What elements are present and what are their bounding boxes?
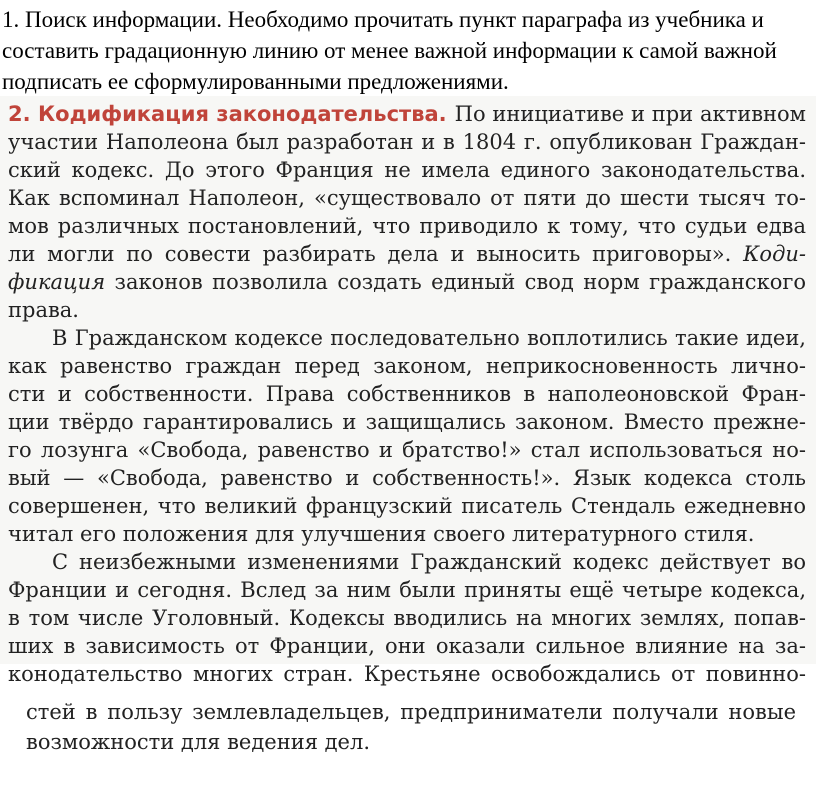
- textbook-line: конодательство многих стран. Крестьяне освобождались от повинно-: [8, 662, 806, 686]
- textbook-line: [8, 240, 806, 268]
- textbook-line: права.: [8, 298, 79, 322]
- textbook-line-text: По инициативе и при активном: [454, 102, 806, 126]
- textbook-line: Франции и сегодня. Вслед за ним были приняты ещё четыре кодекса,: [8, 578, 806, 602]
- task-line: подписать ее сформулированными предложениями.: [2, 69, 509, 94]
- textbook-line: совершенен, что великий французский писатель Стендаль ежедневно: [8, 494, 806, 518]
- textbook-line: ский кодекс. До этого Франция не имела единого законодательства.: [8, 158, 806, 182]
- textbook-line: В Гражданском кодексе последовательно воплотились такие идеи,: [52, 326, 806, 350]
- textbook-line-text: законов позволила создать единый свод норм гражданского: [114, 270, 806, 294]
- textbook-line: ции твёрдо гарантировались и защищались законом. Вместо прежне-: [8, 410, 806, 434]
- textbook-line: стей в пользу землевладельцев, предприниматели получали новые: [26, 700, 796, 724]
- textbook-scan-continuation: [0, 692, 816, 762]
- textbook-line: С неизбежными изменениями Гражданский кодекс действует во: [52, 550, 806, 574]
- textbook-line-text: ли могли по совести разбирать дела и выносить приговоры».: [8, 242, 732, 266]
- textbook-line: как равенство граждан перед законом, неприкосновенность лично-: [8, 354, 806, 378]
- textbook-line: [8, 268, 806, 296]
- textbook-line: участии Наполеона был разработан и в 1804 г. опубликован Граждан-: [8, 130, 806, 154]
- textbook-line: [8, 100, 806, 128]
- task-instructions: [2, 4, 816, 97]
- italic-term: Коди-: [743, 242, 806, 266]
- textbook-line: сти и собственности. Права собственников в наполеоновской Фран-: [8, 382, 806, 406]
- textbook-line: ших в зависимость от Франции, они оказали сильное влияние на за-: [8, 634, 806, 658]
- textbook-line: Как вспоминал Наполеон, «существовало от пяти до шести тысяч то-: [8, 186, 806, 210]
- textbook-line: в том числе Уголовный. Кодексы вводились на многих землях, попав-: [8, 606, 806, 630]
- italic-term: фикация: [8, 270, 106, 294]
- textbook-line: го лозунга «Свобода, равенство и братство!» стал использоваться но-: [8, 438, 806, 462]
- section-heading: 2. Кодификация законодательства.: [8, 102, 447, 126]
- task-line: 1. Поиск информации. Необходимо прочитать пункт параграфа из учебника и: [2, 7, 764, 32]
- textbook-line: вый — «Свобода, равенство и собственность!». Язык кодекса столь: [8, 466, 806, 490]
- textbook-scan: [0, 96, 816, 686]
- textbook-line: возможности для ведения дел.: [26, 730, 370, 754]
- task-line: составить градационную линию от менее важной информации к самой важной: [2, 38, 777, 63]
- textbook-line: мов различных постановлений, что приводило к тому, что судьи едва: [8, 214, 806, 238]
- textbook-line: читал его положения для улучшения своего литературного стиля.: [8, 522, 755, 546]
